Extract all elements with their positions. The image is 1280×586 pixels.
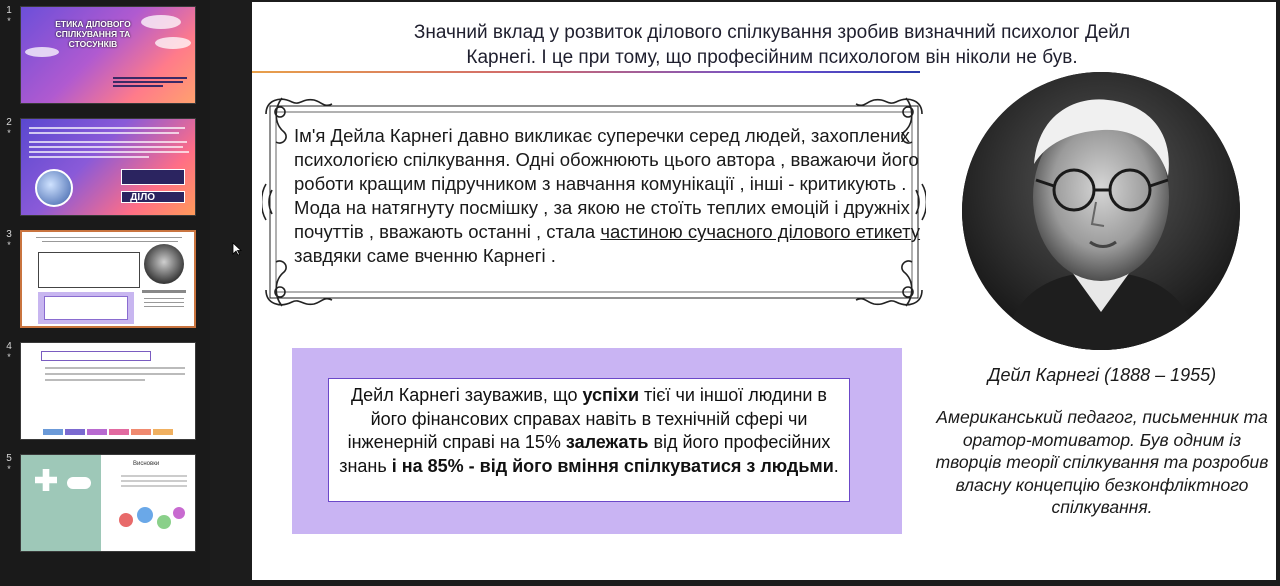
animation-star-icon: * [7, 128, 11, 138]
thumbnail-title: Висновки [133, 461, 160, 467]
slide-thumbnail-5[interactable] [20, 454, 196, 552]
cloud-decoration [155, 37, 191, 49]
slide-number: 5 [6, 453, 12, 464]
illustration-image [21, 455, 101, 552]
highlight-box-text: Дейл Карнегі зауважив, що успіхи тієї чи іншої людини в його фінансових справах навіть в технічній сфері чи інженерній справі на 15% залежать від його професійних знань і на 85% - від його вміння спілкуватися з людьми. [339, 385, 839, 476]
portrait-image [144, 244, 184, 284]
portrait-caption-bio: Американський педагог, письменник та оратор-мотиватор. Був одним із творців теорії спілкування та розробив власну концепцію безконфліктного спілкування. [935, 407, 1269, 517]
handshake-image [35, 169, 73, 207]
thumbnail-title: ЕТИКА ДІЛОВОГО СПІЛКУВАННЯ ТА СТОСУНКІВ [55, 19, 131, 49]
ornate-paragraph [294, 124, 934, 268]
animation-star-icon: * [7, 16, 11, 26]
slide-number: 1 [6, 5, 12, 16]
paragraph-text: Ім'я Дейла Карнегі давно викликає суперечки серед людей, захоплених психологією спілкування. Одні обожнюють цього автора , вважаючи його роботи кращим підручником з навчання комунікації , інші - критикують . Мода на натягнуту посмішку , за якою не стоїть теплих емоцій і дружніх почуттів , вважають останні , стала [294, 125, 919, 242]
slide-title-line-1: Значний вклад у розвиток ділового спілкування зробив визначний психолог Дейл [413, 22, 1131, 43]
paragraph-text-end: завдяки саме вченню Карнегі . [294, 245, 556, 266]
portrait-caption-name: Дейл Карнегі (1888 – 1955) [987, 365, 1217, 385]
underlined-phrase: частиною сучасного ділового етикету [600, 221, 921, 242]
thumbnail-subtitle-lines [113, 75, 193, 89]
cloud-decoration [141, 15, 181, 29]
slide-number: 3 [6, 229, 12, 240]
slide-canvas[interactable] [252, 2, 1276, 580]
portrait-photo [962, 72, 1240, 350]
slide-thumbnail-3-active[interactable] [20, 230, 196, 328]
slide-title-line-2: Карнегі. І це при тому, що професійним психологом він ніколи не був. [466, 47, 1078, 68]
slide-number: 2 [6, 117, 12, 128]
animation-star-icon: * [7, 352, 11, 362]
title-gradient-rule [252, 71, 920, 73]
slide-thumbnail-2[interactable] [20, 118, 196, 216]
slide-title [372, 20, 1172, 70]
slide-number: 4 [6, 341, 12, 352]
thumbnail-label: ДІЛО [130, 192, 155, 203]
animation-star-icon: * [7, 240, 11, 250]
mouse-cursor-icon [232, 242, 242, 256]
slide-thumbnail-4[interactable] [20, 342, 196, 440]
slide-thumbnail-1[interactable] [20, 6, 196, 104]
slide-thumbnail-panel [0, 0, 210, 586]
animation-star-icon: * [7, 464, 11, 474]
